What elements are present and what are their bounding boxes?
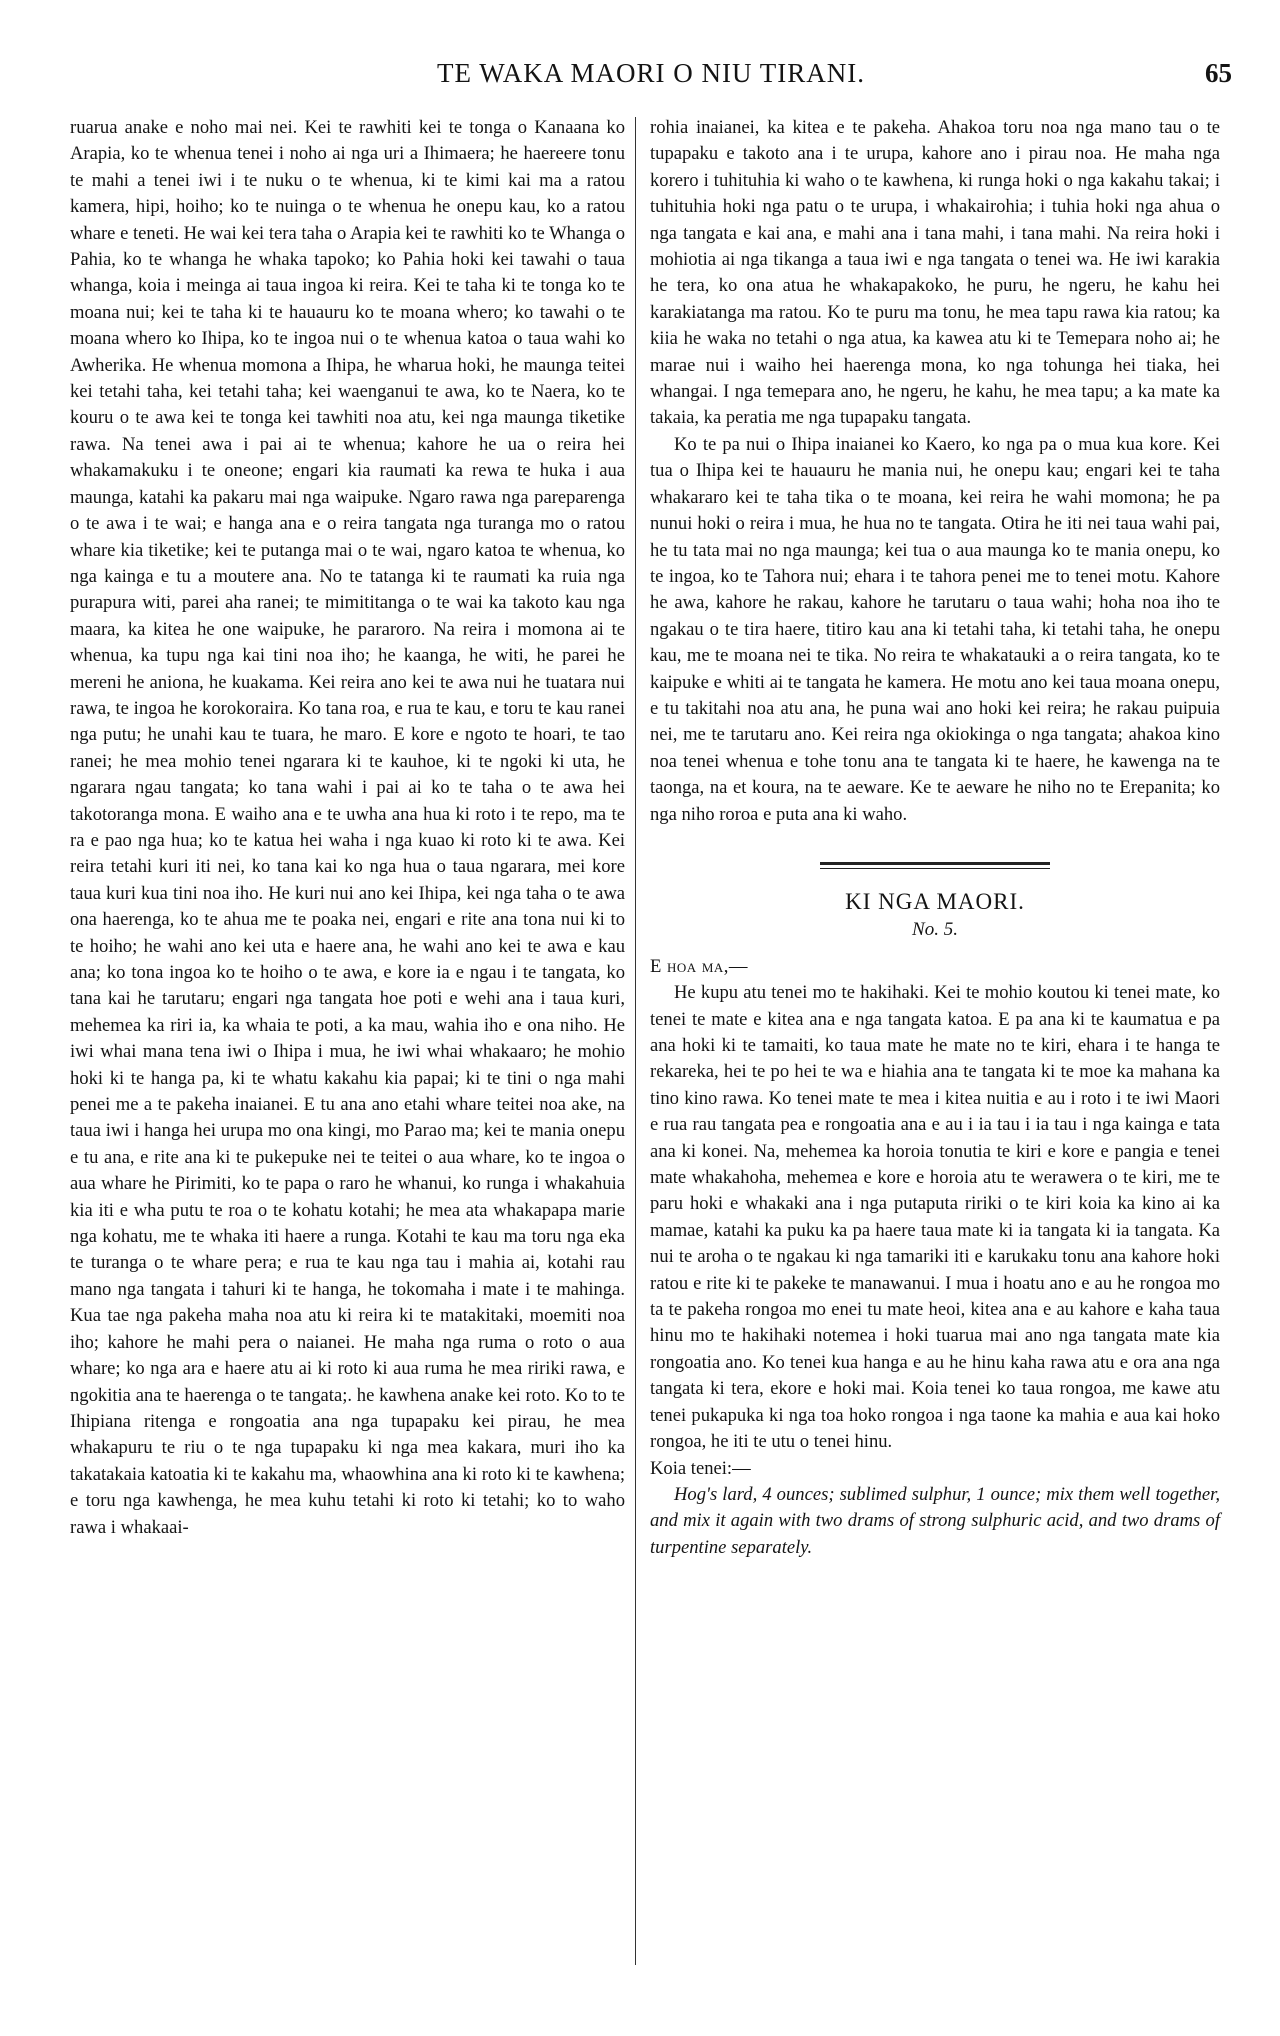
letter-salutation: E hoa ma,— <box>650 955 749 977</box>
section-title: KI NGA MAORI. <box>845 888 1025 914</box>
recipe-intro: Koia tenei:— <box>650 1457 751 1479</box>
page-number: 65 <box>1205 58 1232 88</box>
section-divider <box>820 862 1050 869</box>
column-divider <box>635 117 636 1965</box>
article-continuation: ruarua anake e noho mai nei. Kei te rawhiti kei te tonga o Kanaana ko Arapia, ko te whenua tenei i noho ai nga uri a Ihimaera; he haereere tonu te mahi a tenei iwi i te nuku o te whenua, ki te kimi kai ma a ratou kamera, hipi, hoiho; ko te nuinga o te whenua he onepu kau, ko a ratou whare e teneti. He wai kei tera taha o Arapia kei te rawhiti ko te Whanga o Pahia, ko te whanga he whaka tapoko; ko Pahia hoki kei tawahi o taua whanga, koia i meinga ai taua ingoa ki reira. Kei te taha ki te tonga ko te moana nui; kei te taha ki te hauauru ko te moana whero; ko tawahi o te moana whero ko Ihipa, ko te ingoa nui o te whenua katoa o taua wahi ko Awherika. He whenua momona a Ihipa, he wharua hoki, he maunga teitei kei tetahi taha, kei tetahi taha; kei waenganui te awa, ko te Naera, ko te kouru o te awa kei te tonga kei tawhiti noa atu, kei nga maunga tiketike rawa. Na tenei awa i pai ai te whenua; kahore he ua o reira hei whakamakuku i te oneone; engari kia raumati ka rewa te huka i aua maunga, katahi ka pakaru mai nga waipuke. Ngaro rawa nga pareparenga o te awa i te wai; e hanga ana e o reira tangata nga turanga mo o ratou whare kia tiketike; kei te putanga mai o te wai, ngaro katoa te whenua, ko nga kainga e tu a moutere ana. No te tatanga ki te raumati ka ruia nga purapura witi, parei aha ranei; te mimititanga o te wai ka takoto kau nga maara, ka kitea he one waipuke, he pararoro. Na reira i momona ai te whenua, ka tupu nga kai tini noa iho; he kaanga, he witi, he parei he mereni he aniona, he kuakama. Kei reira ano kei te awa nui he tuatara nui rawa, te ingoa he korokoraira. Ko tana roa, e rua te kau, e toru te kau ranei nga putu; he unahi kau te tuara, he maro. E kore e ngoto te hoari, te tao ranei; he mea mohio tenei ngarara ki te kauhoe, ki te ngoki ki uta, he ngarara ngau tangata; ko tana wahi i pai ai ko te taha o te awa hei takotoranga mona. E waiho ana e te uwha ana hua ki roto i te repo, ma te ra e pao nga hua; ko te katua hei waha i nga kuao ki roto ki te awa. Kei reira tetahi kuri iti nei, ko tana kai ko nga hua o taua ngarara, mei kore taua kuri kua tini noa iho. He kuri nui ano kei Ihipa, kei nga taha o te awa ona haerenga, ko te ahua me te poaka nei, engari e rite ana tona nui ki to te hoiho; he wahi ano kei uta e haere ana, he wahi ano kei te awa e kau ana; ko tona ingoa ko te hoiho o te awa, e kore ia e ngau i te tangata, ko tana kai he tarutaru; engari nga tangata hoe poti e wehi ana i taua kuri, mehemea ka riri ia, ka whaia te poti, a ka mau, wahia iho e ona niho. He iwi whai mana tena iwi o Ihipa i mua, he iwi whai whakaaro; he mohio hoki ki te hanga pa, ki te whatu kakahu kia papai; ki te tini o nga mahi penei me a te pakeha inaianei. E tu ana ano etahi whare teitei noa ake, na taua iwi i hanga hei urupa mo ona kingi, mo Parao ma; kei te mania onepu e tu ana, e rite ana ki te pukepuke nei te teitei o aua whare, ko te ingoa o aua whare he Pirimiti, ko te papa o raro he whanui, ko runga i whakahuia kia iti e wha putu te roa o te kohatu kotahi; he mea ata whakapapa marie nga kohatu, me te whaka iti haere a runga. Kotahi te kau ma toru nga eka te turanga o te whare pera; e rua te kau nga tau i mahia ai, kotahi rau mano nga tangata i tahuri ki te hanga, he tokomaha i mate i te mahinga. Kua tae nga pakeha maha noa atu ki reira ki te matakitaki, moemiti noa iho; kahore he mahi pera o naianei. He maha nga ruma o roto o aua whare; ko nga ara e haere atu ai ki roto ki aua ruma he mea ririki rawa, e ngokitia ana te haerenga o te tangata;. he kawhena anake kei roto. Ko to te Ihipiana ritenga e rongoatia ana nga tupapaku kei pirau, he mea whakapuru te riu o te nga tupapaku ki nga mea kakara, muri iho ka takatakaia katoatia ki te kakahu ma, whaowhina ana ki roto ki te kawhena; e toru nga kawhenga, he mea kuhu tetahi ki roto ki tetahi; ko to waho rawa i whakaai- <box>70 117 625 1538</box>
section-number: No. 5. <box>912 919 958 941</box>
article-continuation-right: rohia inaianei, ka kitea e te pakeha. Ahakoa toru noa nga mano tau o te tupapaku e takoto ana i te urupa, kahore ano i pirau noa. He maha nga korero i tuhituhia ki waho o te kawhena, ki runga hoki o nga kakahu takai; i tuhituhia hoki nga patu o te urupa, i whakairohia; i tuhia hoki nga ahua o nga tangata e kai ana, e mahi ana i tana mahi, i tana mahi. Na reira hoki i mohiotia ai nga tikanga a taua iwi e nga tangata o tenei wa. He iwi karakia he tera, ko ona atua he whakapakoko, he puru, he ngeru, he kahu hei karakiatanga ma ratou. Ko te puru ma tonu, he mea tapu rawa kia ratou; ka kiia he waka no tetahi o nga atua, ka kawea atu ki te Temepara noho ai; he marae nui i waiho hei haerenga mona, ko nga tohunga hei tiaka, hei whangai. I nga temepara ano, he ngeru, he kahu, he mea tapu; a ka mate ka takaia, ka peratia me nga tupapaku tangata. <box>650 117 1220 429</box>
letter-body: He kupu atu tenei mo te hakihaki. Kei te mohio koutou ki tenei mate, ko tenei te mate e kitea ana e nga tangata katoa. E pa ana ki te kaumatua e pa ana hoki ki te tamaiti, ko taua mate he mate no te kiri, ehara i te hanga te rekareka, hei te po hei te wa e hiahia ana te tangata ki te moe ka mahana ka tino kino rawa. Ko tenei mate te mea i kitea nuitia e au i roto i te iwi Maori e rua rau tangata pea e rongoatia ana e au i ia tau i ia tau i nga kainga e tata ana ki konei. Na, mehemea ka horoia tonutia te kiri e kore e pangia e tenei mate whakahoha, mehemea e kore e horoia atu te werawera o te kiri, me te paru hoki e whakaki ana i nga putaputa ririki o te kiri koia ka kino ai ka mamae, katahi ka puku ka pa haere taua mate ki ia tangata ki ia tangata. Ka nui te aroha o te ngakau ki nga tamariki iti e karukaku tonu ana kahore hoki ratou e rite ki te pakeke te manawanui. I mua i hoatu ano e au he rongoa mo ta te pakeha rongoa mo enei tu mate heoi, kitea ana e au kahore e kaha taua hinu mo te hakihaki notemea i hoki tuarua mai ano nga tangata mate kia rongoatia ano. Ko tenei kua hanga e au he hinu kaha rawa atu e ora ana nga tangata ki tera, ekore e hoki mai. Koia tenei ko taua rongoa, me kawe atu tenei pukapuka ki nga toa hoko rongoa i nga taone ka mahia e aua kai hoko rongoa, he iti te utu o tenei hinu. <box>650 982 1220 1453</box>
right-column <box>650 115 1220 1561</box>
newspaper-title: TE WAKA MAORI O NIU TIRANI. <box>437 58 865 88</box>
article-paragraph: Ko te pa nui o Ihipa inaianei ko Kaero, ko nga pa o mua kua kore. Kei tua o Ihipa kei te hauauru he mania nui, he onepu kau; engari kei te taha whakararo kei te taha tika o te moana, kei reira he wahi momona; he pa nunui hoki o reira i mua, he hua no te tangata. Otira he iti nei taua wahi pai, he tu tata mai no nga maunga; kei tua o aua maunga ko te mania onepu, ko te ingoa, ko te Tahora nui; ehara i te tahora penei me to tenei motu. Kahore he awa, kahore he rakau, kahore he tarutaru o taua wahi; hoha noa iho te ngakau o te tira haere, titiro kau ana ki tetahi taha, ki tetahi taha, he onepu kau, me te moana nei te tika. No reira te whakatauki a o reira tangata, ko te kaipuke e whiti ai te tangata he kamera. He motu ano kei taua moana onepu, e tu takitahi noa atu ana, he puna wai ano hoki kei reira; he rakau puipuia nei, me te tarutaru ano. Kei reira nga okiokinga o nga tangata; ahakoa kino noa tenei whenua e tohe tonu ana te tangata ki te haere, he kawenga na te taonga, na et koura, na te aeware. Ke te aeware he niho no te Erepanita; ko nga niho roroa e puta ana ki waho. <box>650 433 1220 825</box>
recipe-text: Hog's lard, 4 ounces; sublimed sulphur, 1 ounce; mix them well together, and mix it again with two drams of strong sulphuric acid, and two drams of turpentine separately. <box>650 1483 1220 1558</box>
page-header <box>70 58 1232 98</box>
left-column <box>70 115 625 1541</box>
